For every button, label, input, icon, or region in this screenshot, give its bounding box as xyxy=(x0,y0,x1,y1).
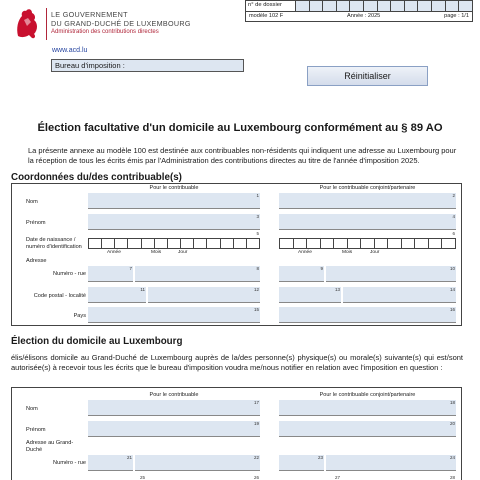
dossier-digit[interactable] xyxy=(296,1,310,11)
label-dob-line1: Date de naissance / xyxy=(26,237,76,243)
domicile-prenom-field[interactable] xyxy=(88,421,260,437)
label-dob xyxy=(26,237,82,251)
date-year-label: Année xyxy=(107,250,121,255)
next-row-slot xyxy=(148,475,260,480)
dossier-digit[interactable] xyxy=(323,1,337,11)
prenom-partner-field[interactable] xyxy=(279,214,456,230)
numero-partner-field[interactable] xyxy=(279,266,324,282)
field-number: 21 xyxy=(126,455,132,460)
dossier-digit[interactable] xyxy=(405,1,419,11)
gov-line-1: LE GOUVERNEMENT xyxy=(51,10,128,19)
col-head-partner: Pour le contribuable conjoint/partenaire xyxy=(319,185,416,191)
field-number: 18 xyxy=(449,400,455,405)
field-number: 7 xyxy=(129,266,132,271)
label-nom: Nom xyxy=(26,199,38,205)
domicile-rue-field[interactable] xyxy=(135,455,260,471)
dob-grid[interactable] xyxy=(88,238,260,249)
dossier-digit[interactable] xyxy=(391,1,405,11)
dossier-digit[interactable] xyxy=(432,1,446,11)
field-number: 15 xyxy=(253,307,259,312)
domicile-nom-partner-field[interactable] xyxy=(279,400,456,416)
field-number: 27 xyxy=(334,475,340,480)
localite-field[interactable] xyxy=(148,287,260,303)
field-number: 14 xyxy=(449,287,455,292)
date-year-label: Année xyxy=(298,250,312,255)
localite-partner-field[interactable] xyxy=(343,287,456,303)
field-number: 10 xyxy=(449,266,455,271)
field-number: 5 xyxy=(256,231,259,236)
cp-field[interactable] xyxy=(88,287,146,303)
date-month-label: Mois xyxy=(151,250,162,255)
model-number: modèle 102 F xyxy=(249,13,284,19)
numero-field[interactable] xyxy=(88,266,133,282)
field-number: 25 xyxy=(139,475,145,480)
next-row-slot xyxy=(343,475,456,480)
dossier-digit[interactable] xyxy=(446,1,460,11)
field-number: 17 xyxy=(253,400,259,405)
next-row-slot xyxy=(279,475,341,480)
field-number: 2 xyxy=(452,193,455,198)
dossier-digit[interactable] xyxy=(337,1,351,11)
label-numero: Numéro - rue xyxy=(53,271,86,277)
label-cp: Code postal - localité xyxy=(33,293,86,299)
dob-number-slot xyxy=(88,231,260,237)
label-prenom: Prénom xyxy=(26,427,46,433)
nom-partner-field[interactable] xyxy=(279,193,456,209)
field-number: 23 xyxy=(317,455,323,460)
field-number: 28 xyxy=(449,475,455,480)
dossier-digit[interactable] xyxy=(459,1,472,11)
section-heading-domicile: Élection du domicile au Luxembourg xyxy=(11,336,183,347)
field-number: 19 xyxy=(253,421,259,426)
field-number: 12 xyxy=(253,287,259,292)
domicile-numero-field[interactable] xyxy=(88,455,133,471)
field-number: 13 xyxy=(334,287,340,292)
field-number: 26 xyxy=(253,475,259,480)
next-row-slot xyxy=(88,475,146,480)
field-number: 16 xyxy=(449,307,455,312)
gov-line-2: DU GRAND-DUCHÉ DE LUXEMBOURG xyxy=(51,19,191,28)
label-adresse-gd xyxy=(26,440,73,454)
header-divider xyxy=(46,8,47,40)
date-day-label: Jour xyxy=(370,250,380,255)
col-head-taxpayer: Pour le contribuable xyxy=(149,392,199,398)
rue-partner-field[interactable] xyxy=(326,266,456,282)
dossier-box xyxy=(245,0,473,22)
pays-field[interactable] xyxy=(88,307,260,323)
dossier-digit[interactable] xyxy=(378,1,392,11)
field-number: 24 xyxy=(449,455,455,460)
page-title: Élection facultative d'un domicile au Luxembourg conformément au § 89 AO xyxy=(37,122,443,134)
field-number: 4 xyxy=(452,214,455,219)
domicile-rue-partner-field[interactable] xyxy=(326,455,456,471)
dob-partner-number-slot xyxy=(279,231,456,237)
field-number: 20 xyxy=(449,421,455,426)
dob-partner-grid[interactable] xyxy=(279,238,456,249)
date-day-label: Jour xyxy=(178,250,188,255)
domicile-prenom-partner-field[interactable] xyxy=(279,421,456,437)
tax-year: Année : 2025 xyxy=(347,13,381,19)
domicile-text: élis/élisons domicile au Grand-Duché de Luxembourg auprès de la/des personne(s) physique(s) ou morale(s) suivante(s) qui est/sont autorisée(s) à recevoir tous les écrits que le bureau d'imposition voudra me/nous notifier en relation avec l'imposition en question : xyxy=(11,353,463,372)
acd-website-link[interactable]: www.acd.lu xyxy=(52,47,88,54)
prenom-field[interactable] xyxy=(88,214,260,230)
reset-button[interactable]: Réinitialiser xyxy=(307,66,428,86)
field-number: 22 xyxy=(253,455,259,460)
field-number: 11 xyxy=(140,287,145,292)
label-numero: Numéro - rue xyxy=(53,460,86,466)
dossier-digit[interactable] xyxy=(418,1,432,11)
rue-field[interactable] xyxy=(135,266,260,282)
cp-partner-field[interactable] xyxy=(279,287,341,303)
label-dob-line2: numéro d'identification xyxy=(26,244,82,250)
domicile-numero-partner-field[interactable] xyxy=(279,455,324,471)
dossier-label: n° de dossier xyxy=(246,1,296,11)
domicile-nom-field[interactable] xyxy=(88,400,260,416)
field-number: 8 xyxy=(256,266,259,271)
field-number: 1 xyxy=(256,193,259,198)
page-indicator: page : 1/1 xyxy=(444,13,469,19)
date-month-label: Mois xyxy=(342,250,353,255)
pays-partner-field[interactable] xyxy=(279,307,456,323)
label-nom: Nom xyxy=(26,406,38,412)
dossier-digit[interactable] xyxy=(310,1,324,11)
intro-text: La présente annexe au modèle 100 est destinée aux contribuables non-résidents qui indiquent une adresse au Luxembourg pour la réception de tous les écrits émis par l'Administration des contributions directes au titre de l'année d'imposition 2025. xyxy=(28,146,457,165)
label-adresse-line1: Adresse au Grand- xyxy=(26,440,74,446)
col-head-partner: Pour le contribuable conjoint/partenaire xyxy=(319,392,416,398)
gov-line-3: Administration des contributions directes xyxy=(51,29,159,35)
field-number: 3 xyxy=(256,214,259,219)
luxembourg-lion-logo-icon xyxy=(12,6,42,40)
label-adresse: Adresse xyxy=(26,258,47,264)
col-head-taxpayer: Pour le contribuable xyxy=(149,185,199,191)
government-name xyxy=(51,10,191,37)
bureau-field[interactable]: Bureau d'imposition : xyxy=(51,59,244,72)
section-heading-coordinates: Coordonnées du/des contribuable(s) xyxy=(11,172,182,183)
label-pays: Pays xyxy=(73,313,86,319)
label-adresse-line2: Duché xyxy=(26,447,43,453)
dossier-digit[interactable] xyxy=(350,1,364,11)
field-number: 9 xyxy=(320,266,323,271)
dossier-digit[interactable] xyxy=(364,1,378,11)
nom-field[interactable] xyxy=(88,193,260,209)
field-number: 6 xyxy=(452,231,455,236)
label-prenom: Prénom xyxy=(26,220,46,226)
